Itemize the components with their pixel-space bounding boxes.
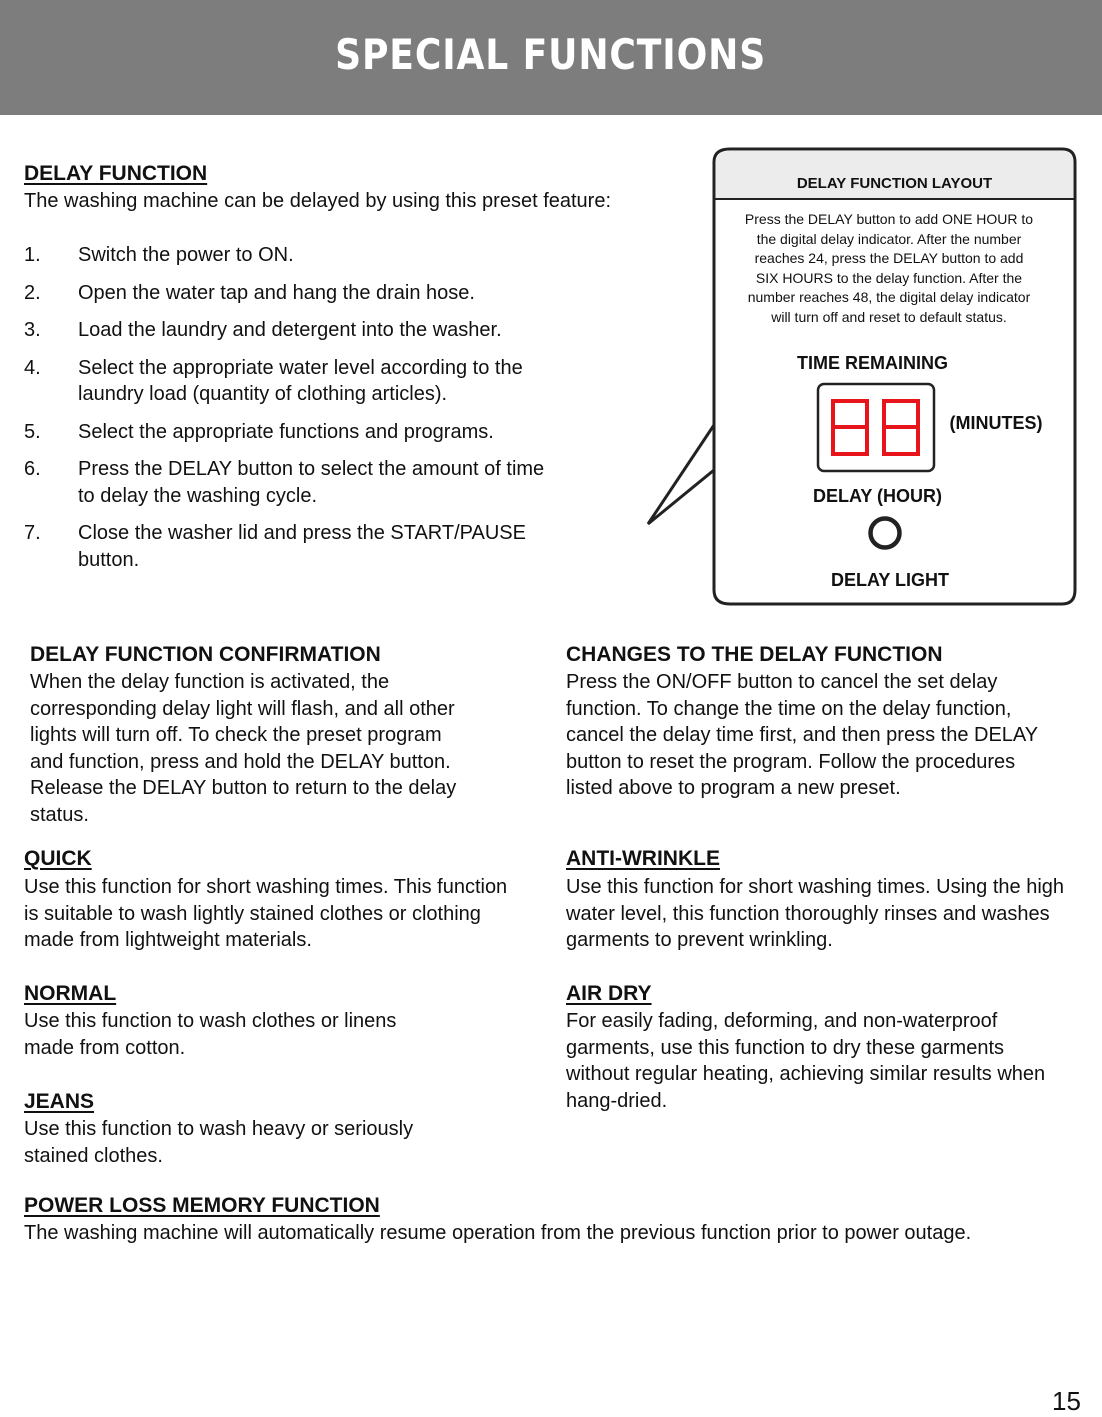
changes-heading: CHANGES TO THE DELAY FUNCTION — [566, 643, 943, 666]
page-number: 15 — [1052, 1386, 1081, 1416]
delay-hour-label: DELAY (HOUR) — [812, 486, 942, 506]
confirmation-text: When the delay function is activated, the corresponding delay light will flash, and all other lights will turn off. To check the preset program and function, press and hold the DELAY button. Release the DELAY button to return to the delay status. — [30, 671, 457, 826]
air-dry-heading: AIR DRY — [566, 982, 652, 1005]
normal-text: Use this function to wash clothes or linens made from cotton. — [24, 1010, 397, 1059]
panel-description: Press the DELAY button to add ONE HOUR to the digital delay indicator. After the number reaches 24, press the DELAY button to add SIX HOURS to the delay function. After the number reaches 48, the digital delay indicator will turn off and reset to default status. — [744, 211, 1034, 325]
step-text: Press the DELAY button to select the amount of time to delay the washing cycle. — [78, 458, 545, 507]
step-number: 3. — [24, 319, 41, 341]
confirmation-heading: DELAY FUNCTION CONFIRMATION — [30, 643, 381, 666]
minutes-label: (MINUTES) — [949, 413, 1043, 433]
page-title: SPECIAL FUNCTIONS — [335, 30, 767, 79]
delay-light-label: DELAY LIGHT — [830, 570, 950, 590]
step-text: Switch the power to ON. — [78, 244, 294, 266]
quick-heading: QUICK — [24, 847, 92, 870]
step-text: Select the appropriate functions and programs. — [78, 420, 494, 443]
normal-heading: NORMAL — [24, 982, 117, 1005]
jeans-text: Use this function to wash heavy or seriously stained clothes. — [24, 1118, 414, 1167]
step-number: 1. — [24, 244, 41, 266]
changes-text: Press the ON/OFF button to cancel the set delay function. To change the time on the delay function, cancel the delay time first, and then press the DELAY button to reset the program. Follow the procedures listed above to program a new preset. — [566, 671, 1038, 799]
delay-function-intro: The washing machine can be delayed by using this preset feature: — [24, 190, 612, 212]
step-text: Open the water tap and hang the drain hose. — [78, 281, 475, 304]
step-text: Load the laundry and detergent into the washer. — [78, 319, 502, 341]
step-number: 2. — [24, 281, 41, 304]
anti-wrinkle-heading: ANTI-WRINKLE — [566, 847, 720, 870]
step-text: Close the washer lid and press the START/PAUSE button. — [78, 522, 526, 571]
step-text: Select the appropriate water level according to the laundry load (quantity of clothing articles). — [78, 356, 523, 405]
step-number: 6. — [24, 458, 41, 480]
power-loss-text: The washing machine will automatically resume operation from the previous function prior to power outage. — [24, 1222, 972, 1244]
step-number: 5. — [24, 420, 41, 443]
air-dry-text: For easily fading, deforming, and non-waterproof garments, use this function to dry these garments without regular heating, achieving similar results when hang-dried. — [566, 1010, 1046, 1112]
step-number: 7. — [24, 522, 41, 544]
power-loss-heading: POWER LOSS MEMORY FUNCTION — [24, 1194, 380, 1217]
anti-wrinkle-text: Use this function for short washing times. Using the high water level, this function thoroughly rinses and washes garments to prevent wrinkling. — [566, 876, 1065, 951]
quick-text: Use this function for short washing times. This function is suitable to wash lightly stained clothes or clothing made from lightweight materials. — [24, 876, 508, 951]
delay-light-icon — [871, 519, 900, 548]
panel-title: DELAY FUNCTION LAYOUT — [796, 175, 993, 192]
time-remaining-label: TIME REMAINING — [797, 353, 948, 373]
jeans-heading: JEANS — [24, 1090, 95, 1113]
step-number: 4. — [24, 356, 41, 379]
delay-function-heading: DELAY FUNCTION — [24, 162, 208, 185]
